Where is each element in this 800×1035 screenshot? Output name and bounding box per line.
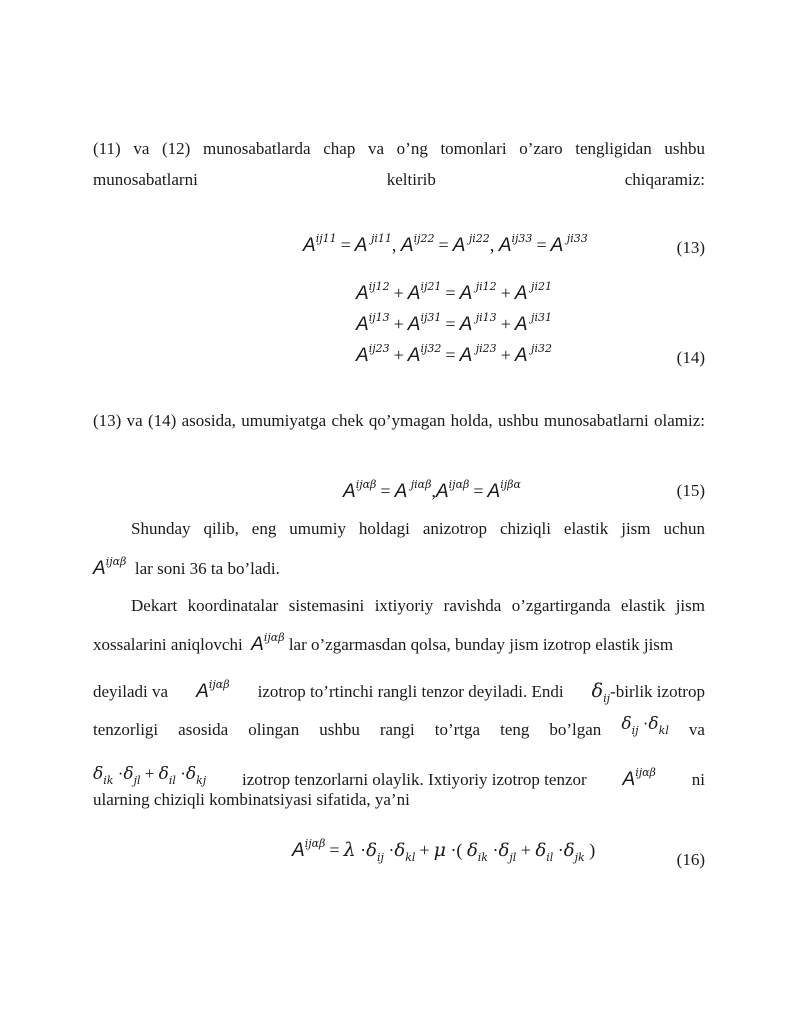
paragraph-isotropic-line-2: xossalarini aniqlovchi $A^{ij\alpha\beta}$ lar o’zgarmasdan qolsa, bunday jism izotrop elastik jism: [93, 631, 674, 655]
equation-14-row-2: $A^{ij13} + A^{ij31} = A$ $^{ji13}$ + A $^{ji31}$: [356, 311, 552, 335]
paragraph-basis: (13) va (14) asosida, umumiyatga chek qo’ymagan holda, ushbu munosabatlarni olamiz:: [93, 411, 705, 430]
paragraph-anisotropic-line-2: $A^{ij\alpha\beta}$ lar soni 36 ta bo’ladi.: [93, 555, 280, 579]
equation-14-row-1: $A^{ij12} + A^{ij21} = A$ $^{ji12}$ + A $^{ji21}$: [356, 280, 552, 304]
paragraph-isotropic-line-3: deyiladi va $A^{ij\alpha\beta}$ izotrop to’rtinchi rangli tenzor deyiladi. Endi $\delta_{ij}$-birlik izotrop: [93, 678, 705, 705]
paragraph-isotropic-line-4: tenzorligi asosida olingan ushbu rangi to’rtga teng bo’lgan $\delta_{ij} \cdot\delta_{kl}$ va: [93, 714, 705, 739]
equation-14-row-3: $A^{ij23} + A^{ij32} = A$ $^{ji23}$ + A $^{ji32}$: [356, 342, 552, 366]
equation-13: $A^{ij11} = A$ $^{ji11}$, $A^{ij22} = A$ $^{ji22}$, $A^{ij33} = A$ $^{ji33}$: [303, 232, 588, 256]
equation-16-number: (16): [676, 850, 705, 869]
tensor-symbol: A: [93, 558, 106, 579]
equation-15-number: (15): [676, 481, 705, 500]
equation-13-number: (13): [676, 238, 705, 257]
paragraph-intro: (11) va (12) munosabatlarda chap va o’ng tomonlari o’zaro tengligidan ushbu munosabatlarni keltirib chiqaramiz:: [93, 139, 705, 189]
equation-16: $A^{ij\alpha\beta} = \lambda \cdot\delta_{ij} \cdot\delta_{kl} + \mu$ ·( $\delta_{ik} \cdot\delta_{jl} + \delta_{il} \cdot\delta_{jk}$ ): [292, 837, 596, 864]
paragraph-isotropic-line-6: ularning chiziqli kombinatsiyasi sifatida, ya’ni: [93, 790, 410, 809]
paragraph-isotropic-line-1: Dekart koordinatalar sistemasini ixtiyoriy ravishda o’zgartirganda elastik jism: [131, 596, 705, 615]
paragraph-isotropic-line-5: $\delta_{ik} \cdot\delta_{jl} + \delta_{il} \cdot\delta_{kj}$ izotrop tenzorlarni olaylik. Ixtiyoriy izotrop tenzor $A^{ij\alpha\beta}$ ni: [93, 764, 705, 790]
equation-15: $A^{ij\alpha\beta} = A$ $^{ji\alpha\beta},A^{ij\alpha\beta} = A^{ij\beta\alpha}$: [343, 478, 521, 502]
paragraph-anisotropic-line-1: Shunday qilib, eng umumiy holdagi anizotrop chiziqli elastik jism uchun: [131, 519, 705, 538]
equation-14-number: (14): [676, 348, 705, 367]
